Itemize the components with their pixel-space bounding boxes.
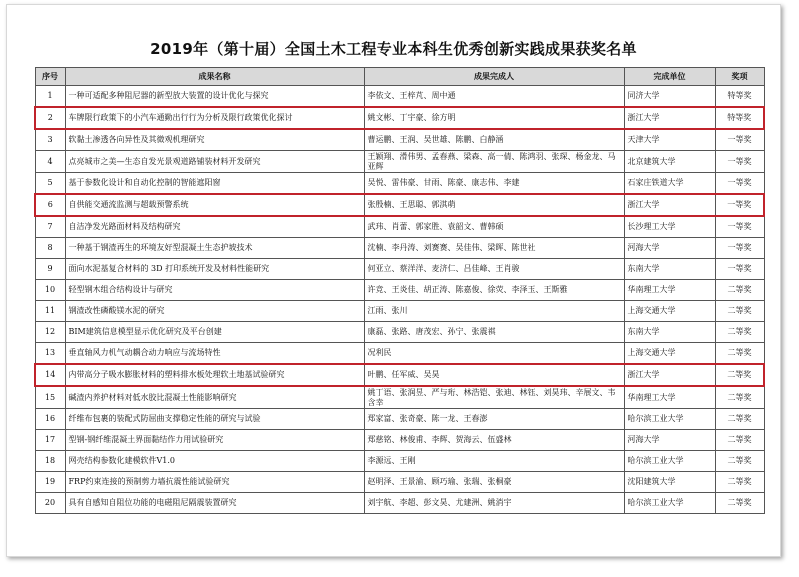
authors-cell: 王颖翔、滑伟男、孟春燕、梁森、高一倩、陈鸿羽、张琛、杨金龙、马亚辉 xyxy=(364,151,624,173)
row-number-cell: 17 xyxy=(35,430,65,451)
authors-cell: 沈楠、李丹涛、刘赛赛、吴佳伟、梁晖、陈世社 xyxy=(364,238,624,259)
table-row xyxy=(35,451,764,472)
header-authors: 成果完成人 xyxy=(364,68,624,86)
unit-cell: 浙江大学 xyxy=(624,194,715,216)
table-header-row xyxy=(35,68,764,86)
authors-cell: 刘宇航、李超、彭文昊、尤建洲、姚消宇 xyxy=(364,493,624,514)
project-name-cell: FRP约束连接的预制剪力墙抗震性能试验研究 xyxy=(65,472,364,493)
header-name: 成果名称 xyxy=(65,68,364,86)
row-number-cell: 16 xyxy=(35,409,65,430)
project-name-cell: 轻型钢木组合结构设计与研究 xyxy=(65,280,364,301)
project-name-cell: 一种基于钢渣再生的环境友好型混凝土生态护坡技术 xyxy=(65,238,364,259)
row-number-cell: 9 xyxy=(35,259,65,280)
row-number-cell: 15 xyxy=(35,386,65,409)
award-cell: 二等奖 xyxy=(715,409,764,430)
table-row xyxy=(35,151,764,173)
row-number-cell: 13 xyxy=(35,343,65,365)
table-row xyxy=(35,238,764,259)
row-number-cell: 5 xyxy=(35,173,65,195)
authors-cell: 郑慈铭、林俊甫、李辉、贺海云、伍盛林 xyxy=(364,430,624,451)
project-name-cell: 碱渣内养护材料对低水胶比混凝土性能影响研究 xyxy=(65,386,364,409)
unit-cell: 哈尔滨工业大学 xyxy=(624,409,715,430)
authors-cell: 李源远、王刚 xyxy=(364,451,624,472)
award-cell: 二等奖 xyxy=(715,280,764,301)
row-number-cell: 7 xyxy=(35,216,65,238)
table-row xyxy=(35,472,764,493)
unit-cell: 东南大学 xyxy=(624,259,715,280)
award-cell: 一等奖 xyxy=(715,259,764,280)
award-cell: 一等奖 xyxy=(715,129,764,151)
row-number-cell: 3 xyxy=(35,129,65,151)
table-row xyxy=(35,280,764,301)
row-number-cell: 10 xyxy=(35,280,65,301)
unit-cell: 天津大学 xyxy=(624,129,715,151)
award-cell: 特等奖 xyxy=(715,86,764,108)
row-number-cell: 11 xyxy=(35,301,65,322)
authors-cell: 张殷楠、王思聪、郭淇萌 xyxy=(364,194,624,216)
project-name-cell: 基于参数化设计和自动化控制的智能遮阳窗 xyxy=(65,173,364,195)
project-name-cell: 自洁净发光路面材料及结构研究 xyxy=(65,216,364,238)
table-row xyxy=(35,173,764,195)
unit-cell: 北京建筑大学 xyxy=(624,151,715,173)
header-award: 奖项 xyxy=(715,68,764,86)
table-row xyxy=(35,430,764,451)
row-number-cell: 14 xyxy=(35,364,65,386)
header-unit: 完成单位 xyxy=(624,68,715,86)
row-number-cell: 8 xyxy=(35,238,65,259)
award-cell: 二等奖 xyxy=(715,451,764,472)
unit-cell: 哈尔滨工业大学 xyxy=(624,451,715,472)
table-row xyxy=(35,301,764,322)
highlighted-table-row xyxy=(35,107,764,129)
table-row xyxy=(35,343,764,365)
award-cell: 一等奖 xyxy=(715,216,764,238)
authors-cell: 姚文彬、丁宇豪、徐方明 xyxy=(364,107,624,129)
authors-cell: 况利民 xyxy=(364,343,624,365)
row-number-cell: 20 xyxy=(35,493,65,514)
award-cell: 一等奖 xyxy=(715,194,764,216)
award-cell: 二等奖 xyxy=(715,343,764,365)
award-cell: 一等奖 xyxy=(715,238,764,259)
award-cell: 二等奖 xyxy=(715,493,764,514)
table-row xyxy=(35,129,764,151)
row-number-cell: 1 xyxy=(35,86,65,108)
row-number-cell: 6 xyxy=(35,194,65,216)
project-name-cell: 具有自感知自阻位功能的电磁阻尼隔震装置研究 xyxy=(65,493,364,514)
unit-cell: 华南理工大学 xyxy=(624,280,715,301)
project-name-cell: 一种可适配多种阻尼器的新型放大装置的设计优化与探究 xyxy=(65,86,364,108)
table-body xyxy=(35,86,764,514)
unit-cell: 东南大学 xyxy=(624,322,715,343)
authors-cell: 赵明泽、王景渝、顾巧瑜、张瑞、张桐豪 xyxy=(364,472,624,493)
project-name-cell: 软黏土渗透各向异性及其微观机理研究 xyxy=(65,129,364,151)
authors-cell: 江雨、张川 xyxy=(364,301,624,322)
project-name-cell: 型钢-钢纤维混凝土界面黏结作力用试验研究 xyxy=(65,430,364,451)
awards-table xyxy=(34,67,765,514)
authors-cell: 郑家富、张奇豪、陈一龙、王春澎 xyxy=(364,409,624,430)
page-title: 2019年（第十届）全国土木工程专业本科生优秀创新实践成果获奖名单 xyxy=(150,40,637,58)
unit-cell: 浙江大学 xyxy=(624,364,715,386)
project-name-cell: 面向水泥基复合材料的 3D 打印系统开发及材料性能研究 xyxy=(65,259,364,280)
authors-cell: 武玮、肖蕾、郭家胜、袁韶文、曹韩硕 xyxy=(364,216,624,238)
authors-cell: 何亚立、蔡洋洋、麦济仁、吕佳峰、王肖骏 xyxy=(364,259,624,280)
award-cell: 一等奖 xyxy=(715,151,764,173)
table-row xyxy=(35,409,764,430)
table-row xyxy=(35,322,764,343)
authors-cell: 康磊、张路、唐茂宏、孙宁、张震祺 xyxy=(364,322,624,343)
project-name-cell: BIM建筑信息模型显示优化研究及平台创建 xyxy=(65,322,364,343)
highlighted-table-row xyxy=(35,194,764,216)
project-name-cell: 内带高分子吸水膨胀材料的塑料排水板处理软土地基试验研究 xyxy=(65,364,364,386)
project-name-cell: 点亮城市之美—生态自发光景观道路铺装材料开发研究 xyxy=(65,151,364,173)
project-name-cell: 车牌限行政策下的小汽车通勤出行行为分析及限行政策优化探讨 xyxy=(65,107,364,129)
authors-cell: 李依文、王梓芃、周中通 xyxy=(364,86,624,108)
project-name-cell: 网壳结构参数化建模软件V1.0 xyxy=(65,451,364,472)
award-cell: 二等奖 xyxy=(715,364,764,386)
row-number-cell: 2 xyxy=(35,107,65,129)
unit-cell: 华南理工大学 xyxy=(624,386,715,409)
row-number-cell: 18 xyxy=(35,451,65,472)
document-page xyxy=(6,4,781,557)
award-cell: 二等奖 xyxy=(715,430,764,451)
authors-cell: 吴悦、雷伟豪、甘雨、陈豪、康志伟、李建 xyxy=(364,173,624,195)
award-cell: 二等奖 xyxy=(715,386,764,409)
authors-cell: 姚丁语、张润昱、严与珩、林浩铠、张迪、林钰、刘昊玮、辛展文、韦含幸 xyxy=(364,386,624,409)
unit-cell: 长沙理工大学 xyxy=(624,216,715,238)
unit-cell: 河海大学 xyxy=(624,430,715,451)
table-row xyxy=(35,259,764,280)
award-cell: 二等奖 xyxy=(715,301,764,322)
table-row xyxy=(35,386,764,409)
unit-cell: 上海交通大学 xyxy=(624,343,715,365)
project-name-cell: 钢渣改性磷酸镁水泥的研究 xyxy=(65,301,364,322)
header-no: 序号 xyxy=(35,68,65,86)
row-number-cell: 19 xyxy=(35,472,65,493)
unit-cell: 沈阳建筑大学 xyxy=(624,472,715,493)
unit-cell: 上海交通大学 xyxy=(624,301,715,322)
unit-cell: 哈尔滨工业大学 xyxy=(624,493,715,514)
row-number-cell: 4 xyxy=(35,151,65,173)
table-row xyxy=(35,86,764,108)
project-name-cell: 垂直轴风力机气动耦合动力响应与流场特性 xyxy=(65,343,364,365)
authors-cell: 许竞、王炎佳、胡正涛、陈嘉俊、徐荧、李泽玉、王斯雅 xyxy=(364,280,624,301)
authors-cell: 叶鹏、任军威、吴昊 xyxy=(364,364,624,386)
unit-cell: 同济大学 xyxy=(624,86,715,108)
award-cell: 二等奖 xyxy=(715,472,764,493)
table-row xyxy=(35,493,764,514)
highlighted-table-row xyxy=(35,364,764,386)
row-number-cell: 12 xyxy=(35,322,65,343)
unit-cell: 石家庄铁道大学 xyxy=(624,173,715,195)
award-cell: 一等奖 xyxy=(715,173,764,195)
authors-cell: 曹运鹏、王润、吴世雄、陈鹏、白静涵 xyxy=(364,129,624,151)
project-name-cell: 自供能交通流监测与超载预警系统 xyxy=(65,194,364,216)
award-cell: 特等奖 xyxy=(715,107,764,129)
award-cell: 二等奖 xyxy=(715,322,764,343)
unit-cell: 河海大学 xyxy=(624,238,715,259)
project-name-cell: 纤维布包裹的装配式防屈曲支撑稳定性能的研究与试验 xyxy=(65,409,364,430)
unit-cell: 浙江大学 xyxy=(624,107,715,129)
table-row xyxy=(35,216,764,238)
